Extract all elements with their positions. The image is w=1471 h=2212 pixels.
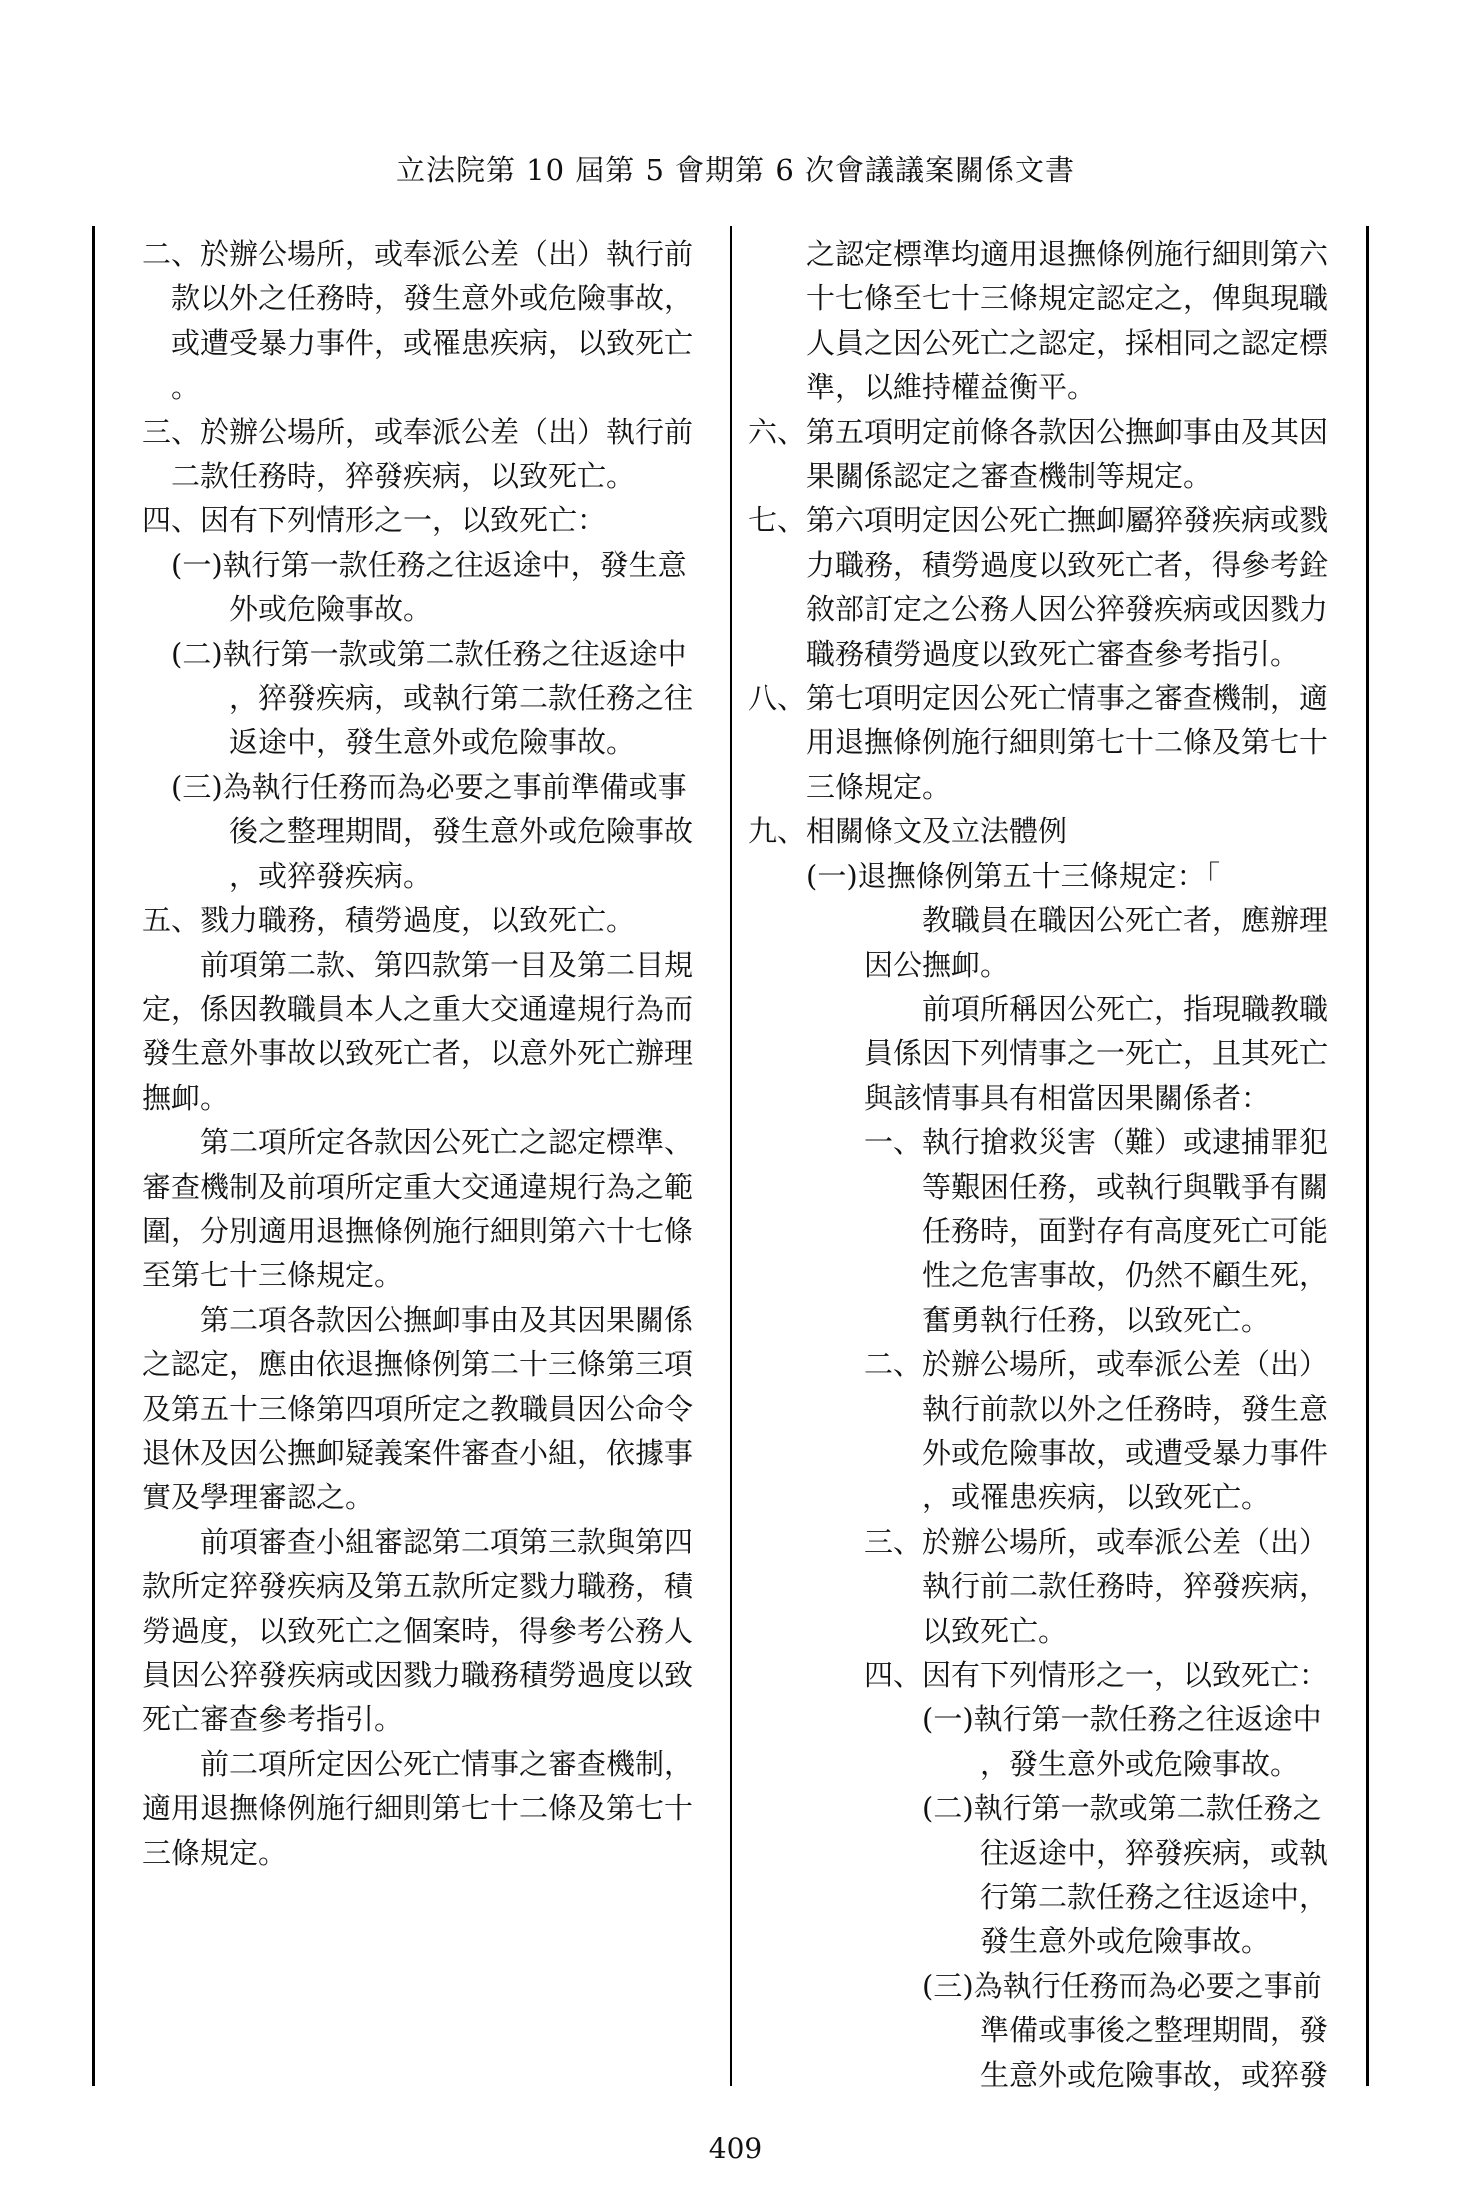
text-line: 與該情事具有相當因果關係者： [864, 1080, 1271, 1115]
text-line: 撫卹。 [142, 1080, 230, 1115]
text-line: 退休及因公撫卹疑義案件審查小組，依據事 [142, 1435, 694, 1470]
text-line: 款以外之任務時，發生意外或危險事故， [171, 281, 694, 316]
text-line: 往返途中，猝發疾病，或執 [980, 1835, 1329, 1870]
text-line: 及第五十三條第四項所定之教職員因公命令 [142, 1391, 694, 1426]
text-line: 一、執行搶救災害（難）或逮捕罪犯 [864, 1125, 1329, 1160]
text-line: 前二項所定因公死亡情事之審查機制， [200, 1746, 694, 1781]
text-line: 後之整理期間，發生意外或危險事故 [229, 814, 694, 849]
text-line: 九、相關條文及立法體例 [748, 814, 1068, 849]
right-margin-rule [1366, 226, 1369, 2086]
text-line: 。 [171, 370, 201, 405]
text-line: 至第七十三條規定。 [142, 1258, 404, 1293]
text-line: (三)為執行任務而為必要之事前 [922, 1968, 1322, 2003]
right-column [748, 232, 1348, 2097]
text-line: 力職務，積勞過度以致死亡者，得參考銓 [806, 547, 1329, 582]
text-line: 三、於辦公場所，或奉派公差（出） [864, 1524, 1329, 1559]
text-line: 行第二款任務之往返途中， [980, 1880, 1329, 1915]
text-line: ，猝發疾病，或執行第二款任務之往 [229, 681, 694, 716]
text-line: 敘部訂定之公務人因公猝發疾病或因戮力 [806, 592, 1329, 627]
left-margin-rule [92, 226, 95, 2086]
text-line: 實及學理審認之。 [142, 1480, 375, 1515]
text-line: 以致死亡。 [922, 1613, 1068, 1648]
text-line: 奮勇執行任務，以致死亡。 [922, 1302, 1271, 1337]
text-line: 準備或事後之整理期間，發 [980, 2013, 1329, 2048]
text-line: 準，以維持權益衡平。 [806, 370, 1097, 405]
text-line: 四、因有下列情形之一，以致死亡： [142, 503, 607, 538]
text-line: 返途中，發生意外或危險事故。 [229, 725, 636, 760]
text-line: 前項第二款、第四款第一目及第二目規 [200, 947, 694, 982]
page-header: 立法院第 10 屆第 5 會期第 6 次會議議案關係文書 [395, 153, 1076, 187]
left-column [142, 232, 712, 1875]
text-line: (一)退撫條例第五十三條規定：「 [806, 858, 1221, 893]
text-line: ，或罹患疾病，以致死亡。 [922, 1480, 1271, 1515]
text-line: 第二項各款因公撫卹事由及其因果關係 [200, 1302, 694, 1337]
text-line: 三條規定。 [806, 769, 952, 804]
text-line: 第二項所定各款因公死亡之認定標準、 [200, 1125, 694, 1160]
page-number: 409 [708, 2132, 763, 2165]
text-line: 任務時，面對存有高度死亡可能 [922, 1213, 1329, 1248]
text-line: 前項所稱因公死亡，指現職教職 [922, 991, 1329, 1026]
text-line: 前項審查小組審認第二項第三款與第四 [200, 1524, 694, 1559]
text-line: 外或危險事故，或遭受暴力事件 [922, 1435, 1329, 1470]
text-line: 八、第七項明定因公死亡情事之審查機制，適 [748, 681, 1329, 716]
text-line: 二、於辦公場所，或奉派公差（出）執行前 [142, 237, 694, 271]
text-line: 等艱困任務，或執行與戰爭有關 [922, 1169, 1329, 1204]
column-divider [730, 226, 732, 2086]
text-line: (一)執行第一款任務之往返途中 [922, 1702, 1322, 1737]
text-line: 七、第六項明定因公死亡撫卹屬猝發疾病或戮 [748, 503, 1329, 538]
text-line: 人員之因公死亡之認定，採相同之認定標 [806, 325, 1329, 360]
text-line: 發生意外事故以致死亡者，以意外死亡辦理 [142, 1036, 694, 1071]
text-line: 教職員在職因公死亡者，應辦理 [922, 903, 1329, 938]
text-line: (一)執行第一款任務之往返途中，發生意 [171, 547, 687, 582]
text-line: 員因公猝發疾病或因戮力職務積勞過度以致 [142, 1658, 694, 1692]
text-line: ，或猝發疾病。 [229, 858, 433, 893]
text-line: 執行前二款任務時，猝發疾病， [922, 1569, 1329, 1604]
text-line: (二)執行第一款或第二款任務之 [922, 1791, 1322, 1826]
text-line: 三條規定。 [142, 1835, 288, 1870]
text-line: 五、戮力職務，積勞過度，以致死亡。 [142, 903, 636, 938]
text-line: 二、於辦公場所，或奉派公差（出） [864, 1347, 1329, 1382]
text-line: 生意外或危險事故，或猝發 [980, 2057, 1329, 2092]
text-line: 果關係認定之審查機制等規定。 [806, 459, 1213, 494]
text-line: ，發生意外或危險事故。 [980, 1746, 1300, 1781]
text-line: 適用退撫條例施行細則第七十二條及第七十 [142, 1791, 694, 1826]
text-line: 十七條至七十三條規定認定之，俾與現職 [806, 281, 1329, 316]
text-line: 用退撫條例施行細則第七十二條及第七十 [806, 725, 1329, 760]
text-line: 或遭受暴力事件，或罹患疾病，以致死亡 [171, 325, 694, 360]
text-line: 員係因下列情事之一死亡，且其死亡 [864, 1036, 1329, 1071]
text-line: 之認定，應由依退撫條例第二十三條第三項 [142, 1347, 694, 1382]
text-line: (三)為執行任務而為必要之事前準備或事 [171, 769, 687, 804]
text-line: 四、因有下列情形之一，以致死亡： [864, 1658, 1329, 1692]
text-line: 六、第五項明定前條各款因公撫卹事由及其因 [748, 414, 1329, 449]
text-line: 款所定猝發疾病及第五款所定戮力職務，積 [142, 1569, 694, 1604]
text-line: 性之危害事故，仍然不顧生死， [922, 1258, 1329, 1293]
text-line: 圍，分別適用退撫條例施行細則第六十七條 [142, 1213, 694, 1248]
text-line: 審查機制及前項所定重大交通違規行為之範 [142, 1169, 694, 1204]
text-line: 發生意外或危險事故。 [980, 1924, 1271, 1959]
text-line: 職務積勞過度以致死亡審查參考指引。 [806, 636, 1300, 671]
text-line: 定，係因教職員本人之重大交通違規行為而 [142, 991, 694, 1026]
text-line: 二款任務時，猝發疾病，以致死亡。 [171, 459, 636, 494]
text-line: 勞過度，以致死亡之個案時，得參考公務人 [142, 1613, 694, 1648]
text-line: 執行前款以外之任務時，發生意 [922, 1391, 1329, 1426]
text-line: (二)執行第一款或第二款任務之往返途中 [171, 636, 687, 671]
text-line: 外或危險事故。 [229, 592, 433, 627]
text-line: 三、於辦公場所，或奉派公差（出）執行前 [142, 414, 694, 449]
text-line: 死亡審查參考指引。 [142, 1702, 404, 1737]
text-line: 因公撫卹。 [864, 947, 1010, 982]
text-line: 之認定標準均適用退撫條例施行細則第六 [806, 237, 1329, 271]
